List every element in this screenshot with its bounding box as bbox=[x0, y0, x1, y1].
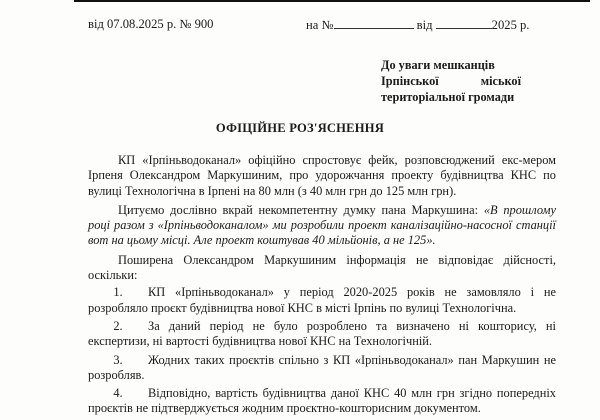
paragraph-2-quote: «В прошлому році разом з «Ірпіньводоканалом» ми розробили проект каналізаційно-насосної станції вот на цьому місці. Але проект коштував 40 мільйонів, а не 125». bbox=[88, 202, 556, 248]
document-title: ОФІЦІЙНЕ РОЗ'ЯСНЕННЯ bbox=[215, 121, 385, 135]
list-item bbox=[88, 319, 556, 350]
incoming-date-label: від bbox=[416, 18, 433, 32]
addressee-line-3: територіальної громади bbox=[381, 90, 515, 104]
list-item bbox=[88, 386, 556, 417]
document-body bbox=[88, 153, 556, 420]
list-item-text: КП «Ірпіньводоканал» у період 2020-2025 років не замовляло і не розробляло проєкт будівництва нової КНС в місті Ірпінь по вулиці Технологічна. bbox=[88, 285, 556, 315]
paragraph-2 bbox=[88, 203, 556, 249]
list-item-number: 3. bbox=[113, 352, 123, 367]
addressee-line-2a: Ірпінської bbox=[381, 74, 439, 88]
outgoing-reference: від 07.08.2025 р. № 900 bbox=[88, 17, 214, 31]
incoming-reference bbox=[306, 17, 529, 33]
paragraph-3: Поширена Олександром Маркушиним інформація не відповідає дійсності, оскільки: bbox=[88, 252, 556, 283]
list-item-number: 4. bbox=[113, 386, 123, 401]
list-item bbox=[88, 353, 556, 384]
list-item-number: 2. bbox=[113, 318, 123, 333]
addressee-line-1: До уваги мешканців bbox=[381, 58, 495, 72]
list-item bbox=[88, 285, 556, 316]
list-item-text: За даний період не було розроблено та визначено ні кошторису, ні експертизи, ні вартості будівництва нової КНС на Технологічній. bbox=[88, 318, 556, 349]
addressee-line-2 bbox=[381, 73, 521, 89]
top-rule bbox=[74, 0, 590, 14]
list-item-number: 1. bbox=[113, 285, 123, 300]
list-item-text: Жодних таких проєктів спільно з КП «Ірпіньводоканал» пан Маркушин не розробляв. bbox=[88, 352, 556, 382]
addressee-block bbox=[381, 57, 521, 105]
paragraph-2-text: Цитуємо дослівно вкрай некомпетентну думку пана Маркушина: bbox=[118, 202, 484, 217]
incoming-number-blank bbox=[334, 17, 414, 29]
incoming-year-label: 2025 р. bbox=[491, 18, 530, 32]
incoming-date-blank bbox=[436, 17, 492, 29]
paragraph-1: КП «Ірпіньводоканал» офіційно спростовує фейк, розповсюджений екс-мером Ірпеня Олександром Маркушиним, про удорожчання проекту будівництва КНС по вулиці Технологічна в Ірпені на 80 млн (з 40 млн грн до 125 млн грн). bbox=[88, 153, 556, 198]
incoming-number-label: на № bbox=[306, 18, 334, 32]
list-item-text: Відповідно, вартість будівництва даної КНС 40 млн грн згідно попередніх проєктів не підтверджується жодним проєктно-кошторисним документом. bbox=[88, 386, 556, 416]
addressee-line-2b: міської bbox=[480, 74, 521, 88]
